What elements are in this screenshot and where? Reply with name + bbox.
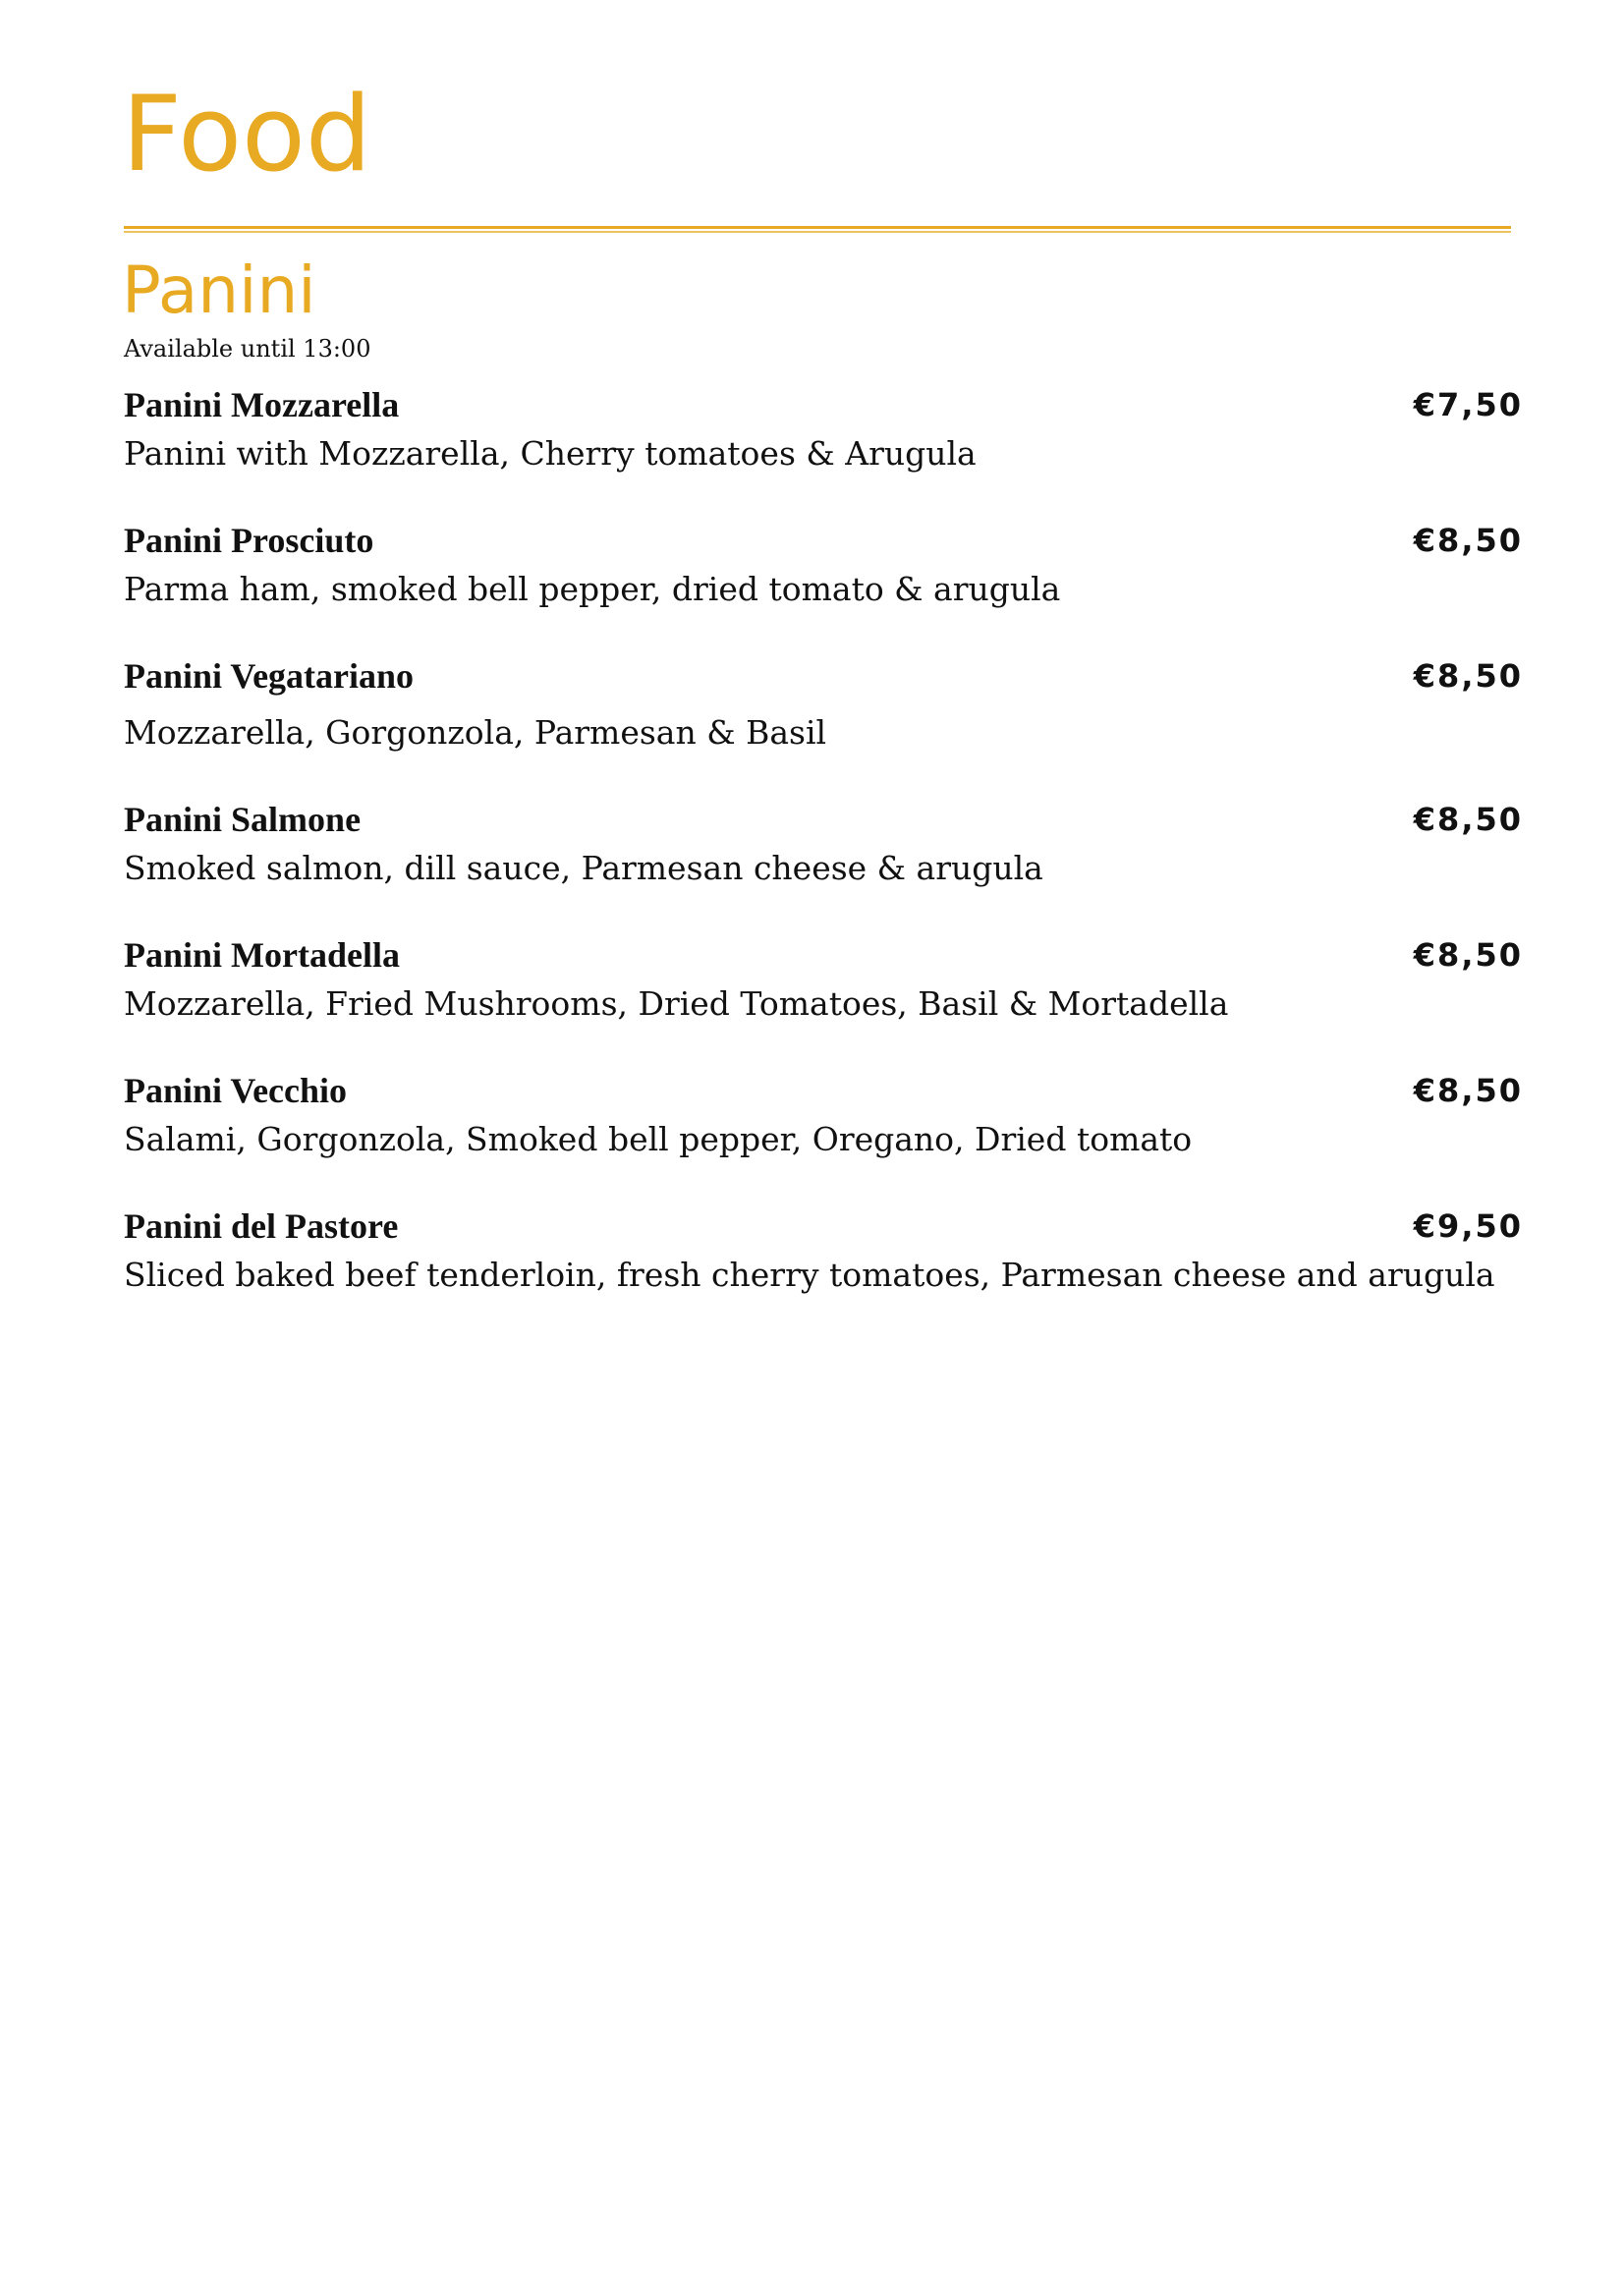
menu-item-price: €9,50 [1413, 1207, 1523, 1245]
menu-item-price: €8,50 [1413, 1072, 1523, 1109]
availability-note: Available until 13:00 [124, 335, 371, 363]
menu-item-name: Panini Mozzarella [124, 385, 400, 424]
menu-item-name: Panini Vecchio [124, 1071, 348, 1110]
menu-item-price: €8,50 [1413, 936, 1523, 974]
menu-item-description: Sliced baked beef tenderloin, fresh cherry tomatoes, Parmesan cheese and arugula [124, 1256, 1495, 1294]
menu-item-price: €7,50 [1413, 386, 1523, 423]
menu-item-name: Panini Salmone [124, 800, 362, 839]
menu-item-name: Panini Vegatariano [124, 656, 415, 696]
menu-item-description: Panini with Mozzarella, Cherry tomatoes & Arugula [124, 434, 977, 473]
menu-item-description: Mozzarella, Gorgonzola, Parmesan & Basil [124, 713, 827, 752]
page-title: Food [122, 74, 372, 195]
menu-item-description: Mozzarella, Fried Mushrooms, Dried Tomatoes, Basil & Mortadella [124, 984, 1229, 1023]
section-title: Panini [122, 252, 316, 328]
menu-item-price: €8,50 [1413, 522, 1523, 559]
title-divider [124, 226, 1511, 233]
menu-item-name: Panini del Pastore [124, 1206, 399, 1246]
menu-item-price: €8,50 [1413, 801, 1523, 838]
menu-item-name: Panini Mortadella [124, 935, 400, 975]
menu-item-description: Salami, Gorgonzola, Smoked bell pepper, Oregano, Dried tomato [124, 1120, 1193, 1158]
menu-item-name: Panini Prosciuto [124, 521, 374, 560]
menu-item-price: €8,50 [1413, 657, 1523, 695]
menu-item-description: Smoked salmon, dill sauce, Parmesan cheese & arugula [124, 849, 1043, 887]
menu-item-description: Parma ham, smoked bell pepper, dried tomato & arugula [124, 570, 1061, 608]
